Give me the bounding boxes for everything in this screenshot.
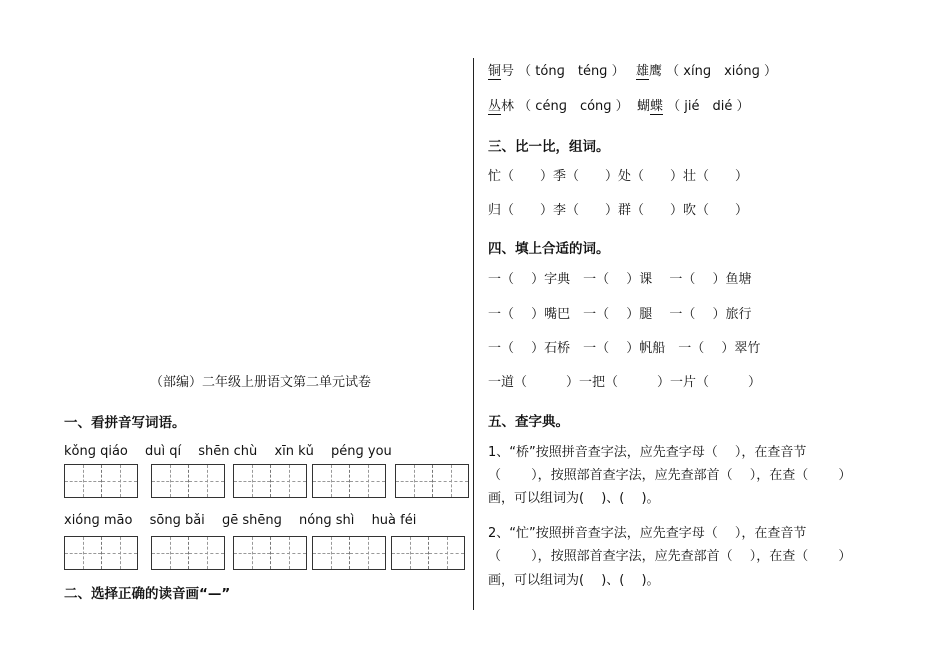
pinyin-5: pénɡ you: [331, 444, 392, 459]
pinyin-9: nónɡ shì: [298, 513, 355, 528]
underlined-char: 丛: [488, 99, 502, 114]
pronunciation-line-1b: 雄鹰 （ xínɡ xiónɡ ）: [636, 64, 777, 79]
section-3-heading: 三、比一比，组词。: [488, 139, 610, 155]
dict-q2-line2: （ ），按照部首查字法，应先查部首（ ），在查（ ）: [488, 549, 852, 564]
pinyin-10: huà féi: [371, 513, 417, 528]
pinyin-6: xiónɡ māo: [64, 513, 133, 528]
writing-grid[interactable]: [151, 464, 225, 498]
pinyin-8: ɡē shēnɡ: [221, 513, 282, 528]
pronunciation-line-2: 丛林 （ cénɡ cónɡ ）: [488, 99, 629, 114]
writing-grid[interactable]: [233, 464, 307, 498]
dict-q1-line2: （ ），按照部首查字法，应先查部首（ ），在查（ ）: [488, 468, 852, 483]
dict-q1-line1: 1、“桥”按照拼音查字法，应先查字母（ ），在查音节: [488, 445, 807, 460]
pinyin-7: sōnɡ bǎi: [149, 513, 205, 528]
pinyin-row-2: [64, 513, 429, 528]
pinyin-1: kǒnɡ qiáo: [64, 444, 128, 459]
writing-grid[interactable]: [151, 536, 225, 570]
pronunciation-line-1: 铜号 （ tónɡ ténɡ ）: [488, 64, 625, 79]
fill-row-3: 一（ ）石桥 一（ ）帆船 一（ ）翠竹: [488, 341, 761, 356]
compare-row-1: 忙（ ）季（ ）处（ ）壮（ ）: [488, 169, 749, 184]
underlined-char: 雄: [636, 64, 650, 79]
section-2-heading: 二、选择正确的读音画“—”: [64, 586, 231, 602]
pinyin-row-1: [64, 444, 405, 459]
pinyin-choice: （ jié dié ）: [667, 99, 750, 114]
compare-row-2: 归（ ）李（ ）群（ ）吹（ ）: [488, 203, 749, 218]
section-1-heading: 一、看拼音写词语。: [64, 415, 186, 431]
dict-q2-line1: 2、“忙”按照拼音查字法，应先查字母（ ），在查音节: [488, 526, 807, 541]
writing-grid[interactable]: [312, 536, 386, 570]
writing-grid[interactable]: [64, 536, 138, 570]
writing-grid[interactable]: [233, 536, 307, 570]
section-4-heading: 四、填上合适的词。: [488, 241, 610, 257]
dict-q2-line3: 画，可以组词为( )、( )。: [488, 573, 660, 588]
page-title: （部编）二年级上册语文第二单元试卷: [150, 375, 372, 390]
underlined-char: 铜: [488, 64, 502, 79]
writing-grid[interactable]: [64, 464, 138, 498]
writing-grid[interactable]: [391, 536, 465, 570]
fill-row-4: 一道（ ）一把（ ）一片（ ）: [488, 375, 762, 390]
pinyin-4: xīn kǔ: [274, 444, 314, 459]
pinyin-choice: （ cénɡ cónɡ ）: [518, 99, 629, 114]
column-divider: [473, 58, 474, 610]
dict-q1-line3: 画，可以组词为( )、( )。: [488, 491, 660, 506]
pinyin-3: shēn chù: [198, 444, 258, 459]
pinyin-2: duì qí: [145, 444, 182, 459]
writing-grid[interactable]: [312, 464, 386, 498]
pinyin-choice: （ xínɡ xiónɡ ）: [666, 64, 777, 79]
pronunciation-line-2b: 蝴蝶 （ jié dié ）: [637, 99, 750, 114]
section-5-heading: 五、查字典。: [488, 414, 569, 430]
writing-grid[interactable]: [395, 464, 469, 498]
fill-row-2: 一（ ）嘴巴 一（ ）腿 一（ ）旅行: [488, 307, 752, 322]
underlined-char: 蝶: [650, 99, 664, 114]
pinyin-choice: （ tónɡ ténɡ ）: [518, 64, 625, 79]
fill-row-1: 一（ ）字典 一（ ）课 一（ ）鱼塘: [488, 272, 752, 287]
